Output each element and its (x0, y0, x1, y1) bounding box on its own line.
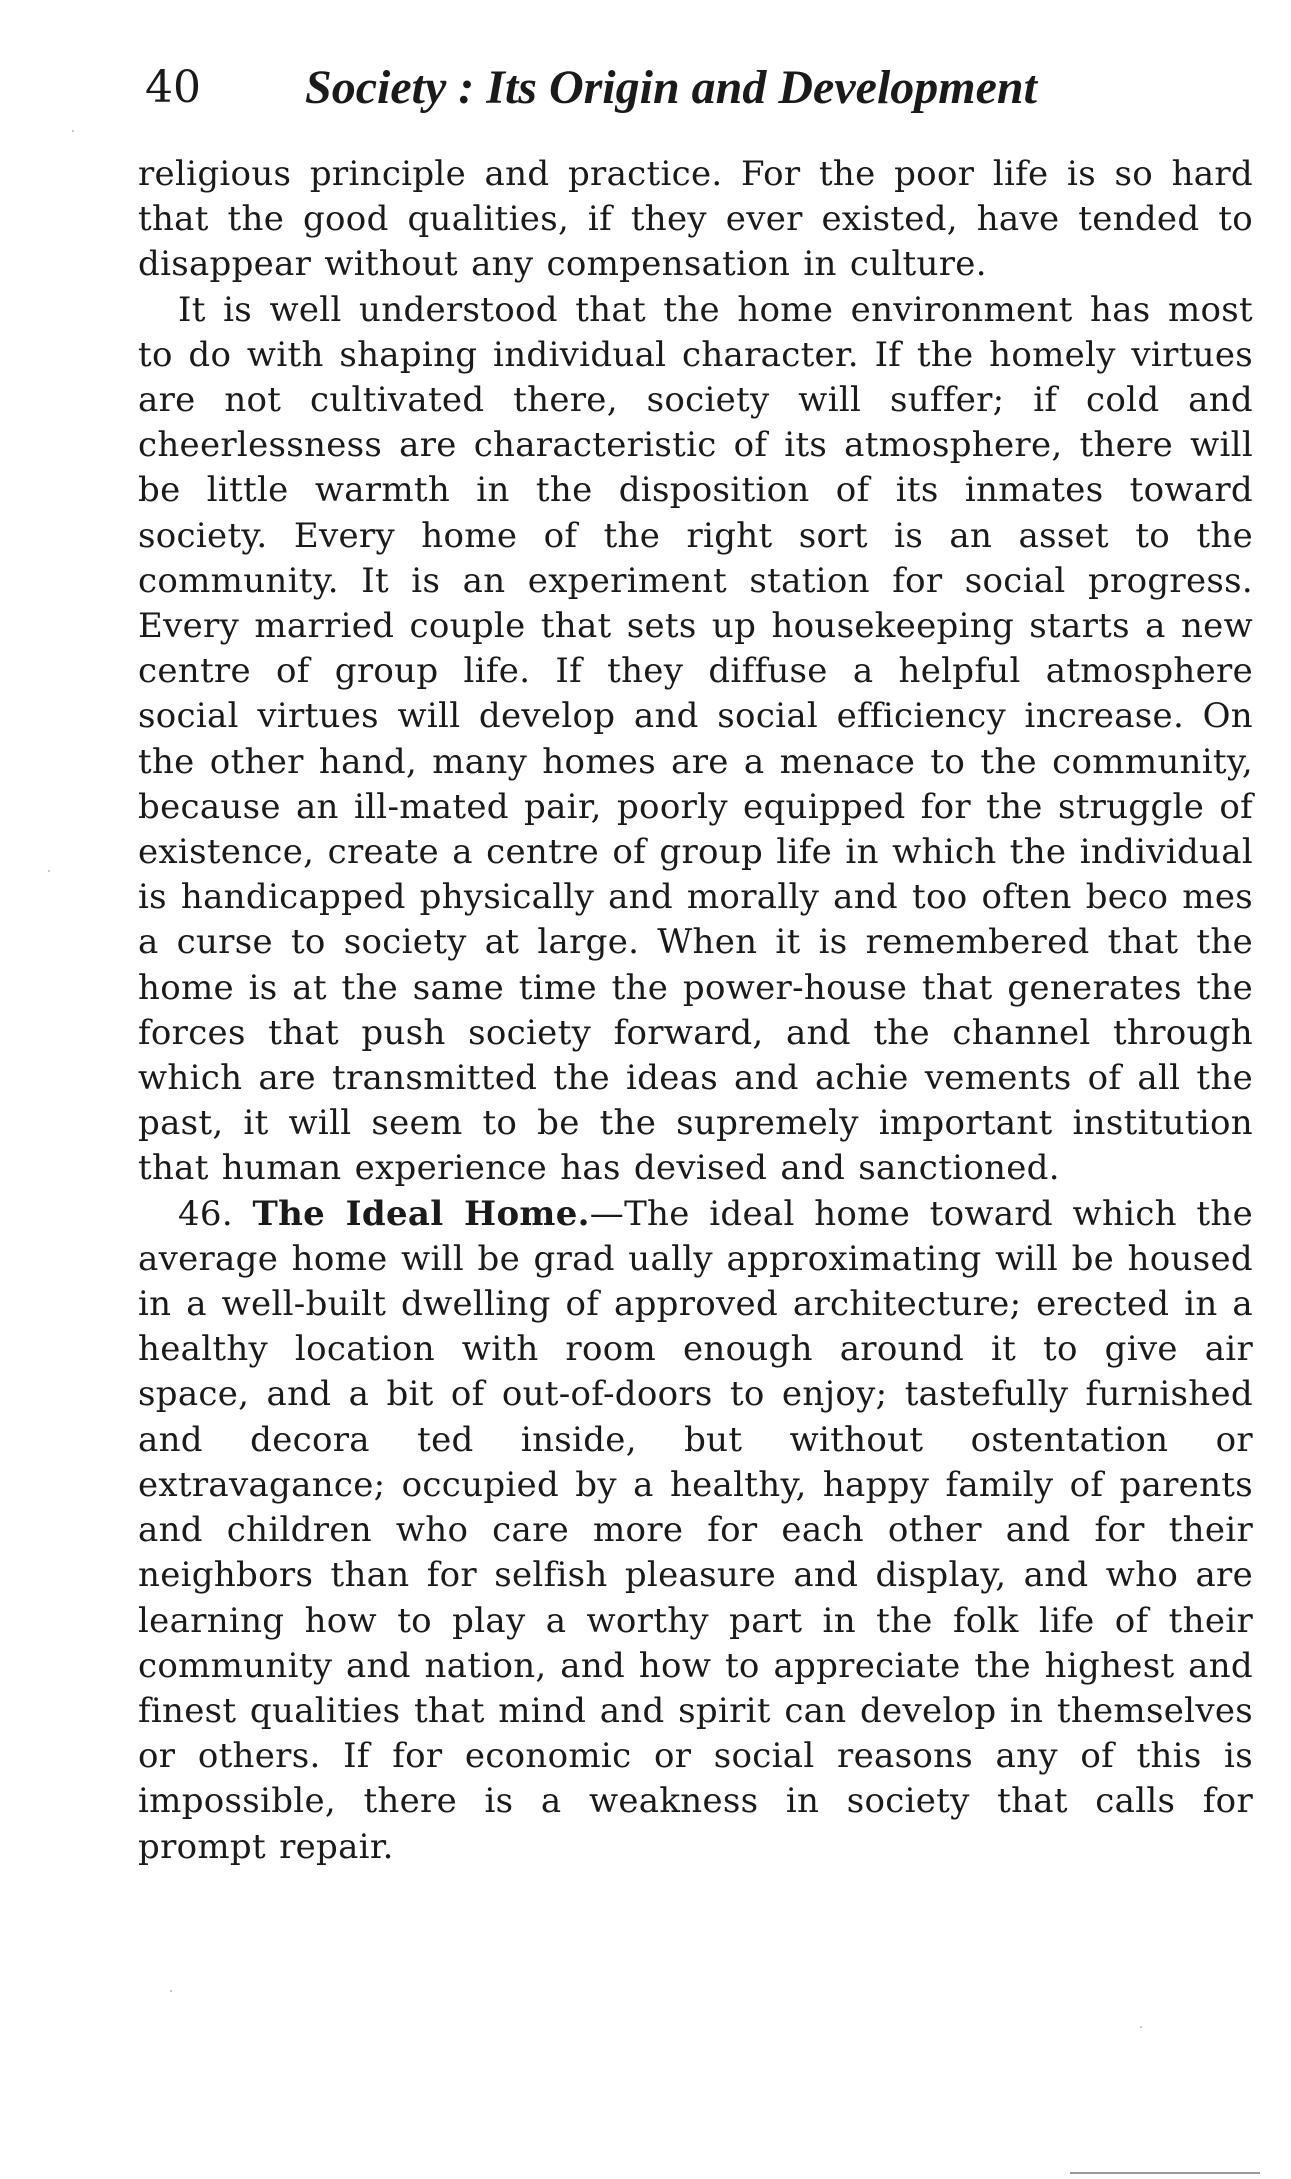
page-number: 40 (145, 62, 201, 113)
page-header (145, 58, 1145, 118)
paper-speck (48, 870, 50, 872)
section-heading: The Ideal Home. (252, 1193, 590, 1234)
page-edge-mark (1070, 2172, 1260, 2174)
section-number: 46. (178, 1193, 233, 1234)
running-title: Society : Its Origin and Development (305, 61, 1037, 114)
section-text: —The ideal home toward which the average home will be grad ually approximating will be housed in a well-built dwelling of approved architecture; erected in a healthy location with room enough around it to give air space, and a bit of out-of-doors to enjoy; tastefully furnished and decora ted inside, but without ostentation or extravagance; occupied by a healthy, happy family of parents and children who care more for each other and for their neighbors than for selfish pleasure and display, and who are learning how to play a worthy part in the folk life of their community and nation, and how to appreciate the highest and finest qualities that mind and spirit can develop in themselves or others. If for economic or social reasons any of this is impossible, there is a weakness in society that calls for prompt repair. (138, 1193, 1254, 1867)
paper-speck (1140, 2026, 1142, 2028)
paragraph-home-environment: It is well understood that the home environment has most to do with shaping individual character. If the homely virtues are not cultivated there, society will suffer; if cold and cheerlessness are characteristic of its atmosphere, there will be little warmth in the disposition of its inmates toward society. Every home of the right sort is an asset to the community. It is an experiment station for social progress. Every married couple that sets up housekeeping starts a new centre of group life. If they diffuse a helpful atmosphere social virtues will develop and social efficiency increase. On the other hand, many homes are a menace to the community, because an ill-mated pair, poorly equipped for the struggle of existence, create a centre of group life in which the individual is handicapped physically and morally and too often beco mes a curse to society at large. When it is remembered that the home is at the same time the power-house that generates the forces that push society forward, and the channel through which are transmitted the ideas and achie vements of all the past, it will seem to be the supremely important institution that human experience has devised and sanctioned. (138, 289, 1253, 1189)
paragraph-ideal-home (138, 1192, 1253, 1870)
paper-speck (72, 130, 74, 132)
body-text (138, 152, 1253, 1870)
paragraph-continued: religious principle and practice. For the poor life is so hard that the good qualities, if they ever existed, have tended to disappear without any compensation in culture. (138, 154, 1253, 285)
paper-speck (170, 1990, 172, 1992)
